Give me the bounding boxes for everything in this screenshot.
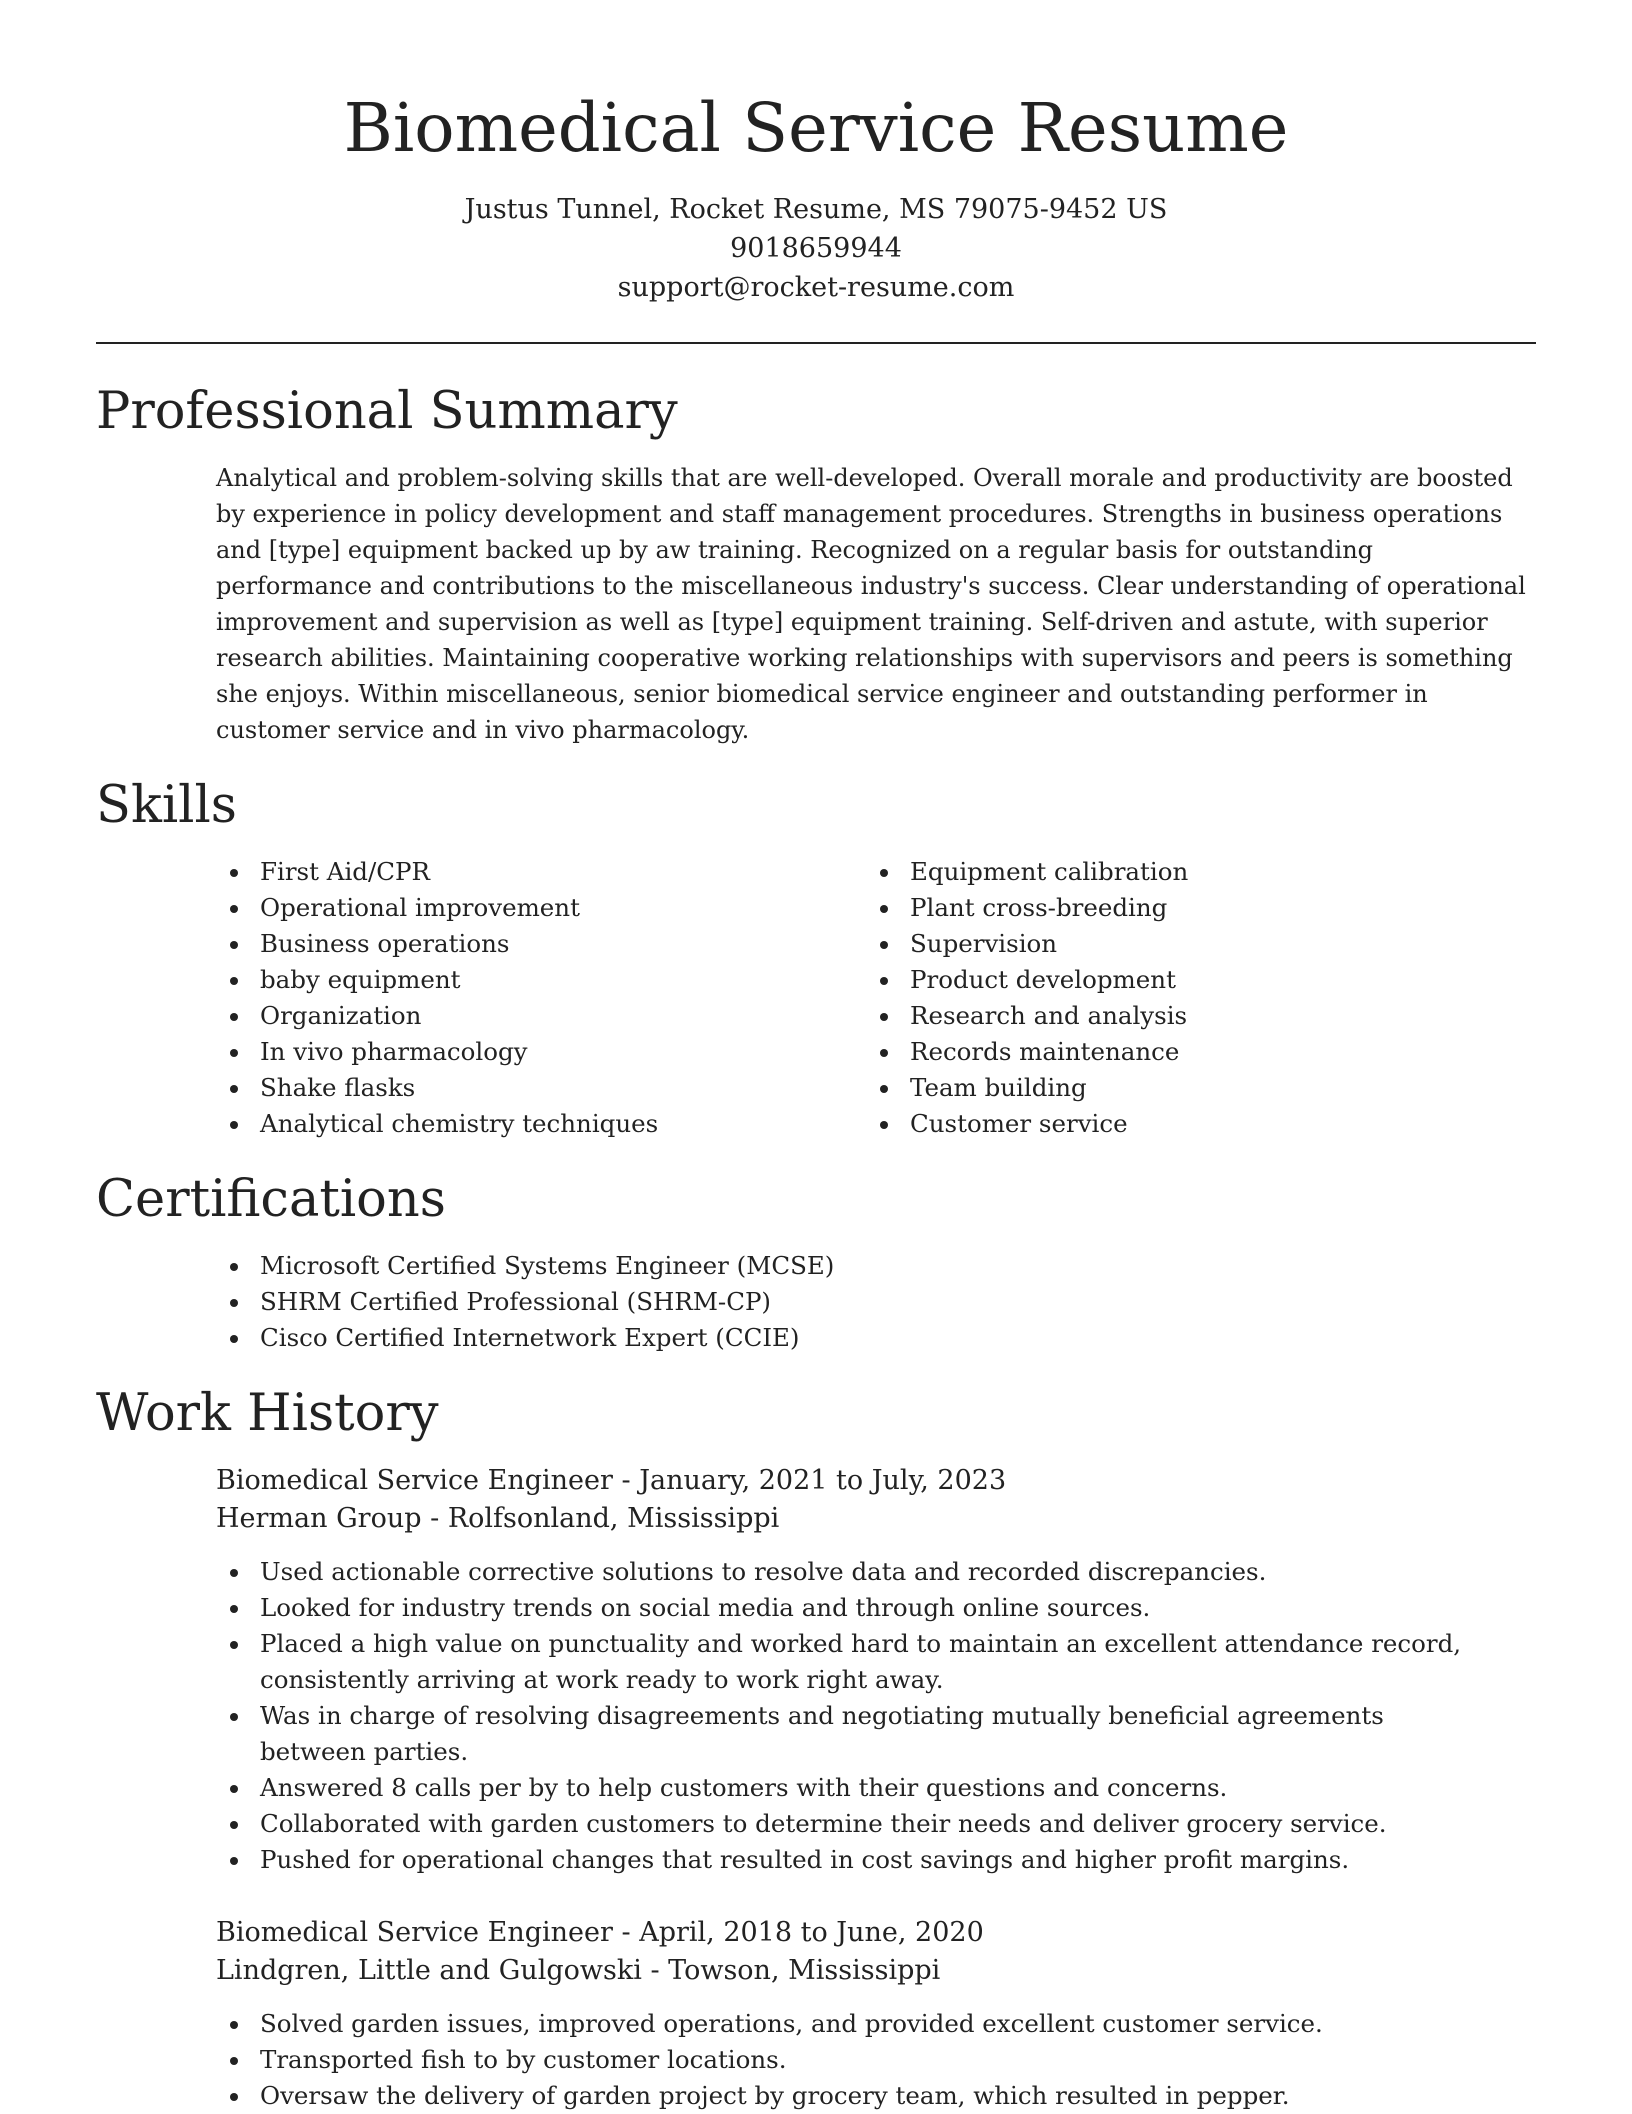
section-heading-work-history: Work History xyxy=(96,1384,439,1443)
job-entry xyxy=(216,1914,1536,2114)
skills-list-left xyxy=(216,854,816,1142)
job-bullet: Was in charge of resolving disagreements and negotiating mutually beneficial agreements between parties. xyxy=(216,1698,1536,1770)
skills-list-right xyxy=(866,854,1466,1142)
job-title: Biomedical Service Engineer xyxy=(216,1917,613,1948)
job-company-line: Herman Group - Rolfsonland, Mississippi xyxy=(216,1503,780,1534)
job-location: Towson, Mississippi xyxy=(668,1955,941,1986)
certifications-block xyxy=(216,1248,1536,1356)
summary-text: Analytical and problem-solving skills that are well-developed. Overall morale and productivity are boosted by experience in policy development and staff management procedures. Strengths in business operations and [type] equipment backed up by aw training. Recognized on a regular basis for outstanding performance and contributions to the miscellaneous industry's success. Clear understanding of operational improvement and supervision as well as [type] equipment training. Self-driven and astute, with superior research abilities. Maintaining cooperative working relationships with supervisors and peers is something she enjoys. Within miscellaneous, senior biomedical service engineer and outstanding performer in customer service and in vivo pharmacology. xyxy=(216,464,1526,744)
job-dates: April, 2018 to June, 2020 xyxy=(639,1917,984,1948)
skill-item: Plant cross-breeding xyxy=(866,890,1466,926)
job-bullet: Pushed for operational changes that resulted in cost savings and higher profit margins. xyxy=(216,1842,1536,1878)
section-heading-certifications: Certifications xyxy=(96,1170,446,1229)
job-bullet: Transported fish to by customer locations. xyxy=(216,2042,1536,2078)
skill-item: Research and analysis xyxy=(866,998,1466,1034)
job-company: Lindgren, Little and Gulgowski xyxy=(216,1955,642,1986)
skill-item: Records maintenance xyxy=(866,1034,1466,1070)
section-heading-summary: Professional Summary xyxy=(96,382,678,441)
skills-column-left xyxy=(216,854,816,1142)
job-company-line: Lindgren, Little and Gulgowski - Towson, Mississippi xyxy=(216,1955,941,1986)
contact-email: support@rocket-resume.com xyxy=(617,272,1015,303)
job-title: Biomedical Service Engineer xyxy=(216,1465,613,1496)
skill-item: Product development xyxy=(866,962,1466,998)
section-heading-skills: Skills xyxy=(96,776,237,835)
job-dates: January, 2021 to July, 2023 xyxy=(639,1465,1007,1496)
certification-item: Cisco Certified Internetwork Expert (CCIE) xyxy=(216,1320,1536,1356)
job-bullet: Oversaw the delivery of garden project by grocery team, which resulted in pepper. xyxy=(216,2078,1536,2114)
job-bullets xyxy=(216,2006,1536,2114)
skill-item: First Aid/CPR xyxy=(216,854,816,890)
skill-item: Team building xyxy=(866,1070,1466,1106)
skill-item: Shake flasks xyxy=(216,1070,816,1106)
job-bullet: Placed a high value on punctuality and worked hard to maintain an excellent attendance record, consistently arriving at work ready to work right away. xyxy=(216,1626,1536,1698)
job-entry xyxy=(216,1462,1536,1878)
resume-title: Biomedical Service Resume xyxy=(343,89,1289,167)
contact-address: Justus Tunnel, Rocket Resume, MS 79075-9452 US xyxy=(464,194,1168,225)
header-divider xyxy=(96,342,1536,344)
job-company: Herman Group xyxy=(216,1503,422,1534)
certifications-list xyxy=(216,1248,1536,1356)
contact-block xyxy=(96,190,1536,307)
skill-item: Customer service xyxy=(866,1106,1466,1142)
certification-item: SHRM Certified Professional (SHRM-CP) xyxy=(216,1284,1536,1320)
job-bullet: Used actionable corrective solutions to resolve data and recorded discrepancies. xyxy=(216,1554,1536,1590)
skill-item: Business operations xyxy=(216,926,816,962)
job-bullet: Collaborated with garden customers to determine their needs and deliver grocery service. xyxy=(216,1806,1536,1842)
skill-item: Operational improvement xyxy=(216,890,816,926)
job-title-line: Biomedical Service Engineer - April, 2018 to June, 2020 xyxy=(216,1917,984,1948)
job-bullets xyxy=(216,1554,1536,1878)
job-title-line: Biomedical Service Engineer - January, 2021 to July, 2023 xyxy=(216,1465,1007,1496)
resume-header xyxy=(96,80,1536,307)
skill-item: Equipment calibration xyxy=(866,854,1466,890)
job-bullet: Solved garden issues, improved operations, and provided excellent customer service. xyxy=(216,2006,1536,2042)
job-location: Rolfsonland, Mississippi xyxy=(447,1503,780,1534)
skill-item: In vivo pharmacology xyxy=(216,1034,816,1070)
skills-column-right xyxy=(866,854,1466,1142)
skill-item: Organization xyxy=(216,998,816,1034)
job-bullet: Answered 8 calls per by to help customers with their questions and concerns. xyxy=(216,1770,1536,1806)
contact-phone: 9018659944 xyxy=(730,233,902,264)
skill-item: baby equipment xyxy=(216,962,816,998)
skill-item: Supervision xyxy=(866,926,1466,962)
job-bullet: Looked for industry trends on social media and through online sources. xyxy=(216,1590,1536,1626)
skill-item: Analytical chemistry techniques xyxy=(216,1106,816,1142)
certification-item: Microsoft Certified Systems Engineer (MCSE) xyxy=(216,1248,1536,1284)
